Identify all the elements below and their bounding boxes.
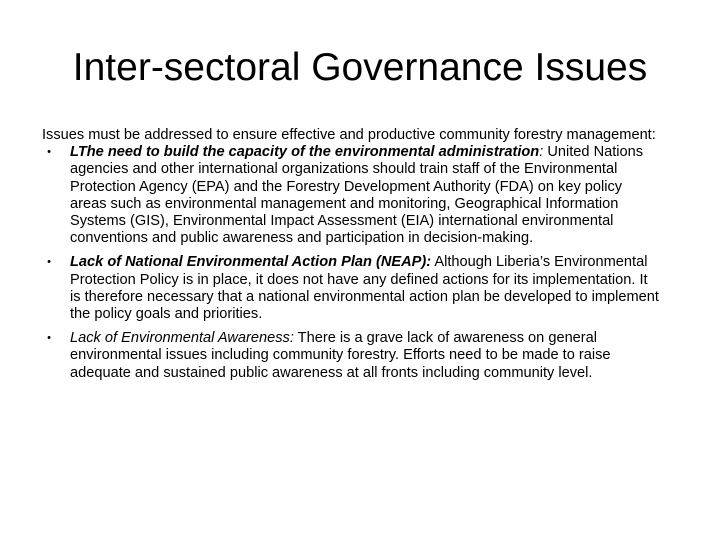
- bullet-icon: •: [47, 332, 51, 345]
- list-item-capacity: [42, 144, 662, 247]
- item-lead: Lack of Environmental Awareness:: [70, 330, 294, 347]
- slide-title: Inter-sectoral Governance Issues: [72, 46, 648, 89]
- item-lead: LThe need to build the capacity of the environmental administration: [70, 144, 540, 161]
- item-text: Although Liberia’s Environmental Protection Policy is in place, it does not have any defined actions for its implementation. It is therefore necessary that a national environmental action plan be developed to implement the policy goals and priorities.: [70, 254, 659, 323]
- item-text: There is a grave lack of awareness on general environmental issues including community forestry. Efforts need to be made to raise adequate and sustained public awareness at all fronts including community level.: [70, 330, 611, 381]
- item-lead: Lack of National Environmental Action Plan (NEAP):: [70, 254, 432, 271]
- item-lead-suffix: :: [539, 144, 544, 161]
- bullet-icon: •: [47, 256, 51, 269]
- bullet-icon: •: [47, 146, 51, 159]
- intro-text: Issues must be addressed to ensure effective and productive community forestry management:: [42, 127, 656, 143]
- slide-body: [42, 127, 662, 389]
- bullet-list: [42, 144, 662, 382]
- item-text: United Nations agencies and other international organizations should train staff of the Environmental Protection Agency (EPA) and the Forestry Development Authority (FDA) on key policy areas such as environmental management and monitoring, Geographical Information Systems (GIS), Environmental Impact Assessment (EIA) international environmental conventions and public awareness and participation in decision-making.: [70, 144, 644, 247]
- list-item-neap: [42, 254, 662, 323]
- list-item-awareness: [42, 330, 662, 382]
